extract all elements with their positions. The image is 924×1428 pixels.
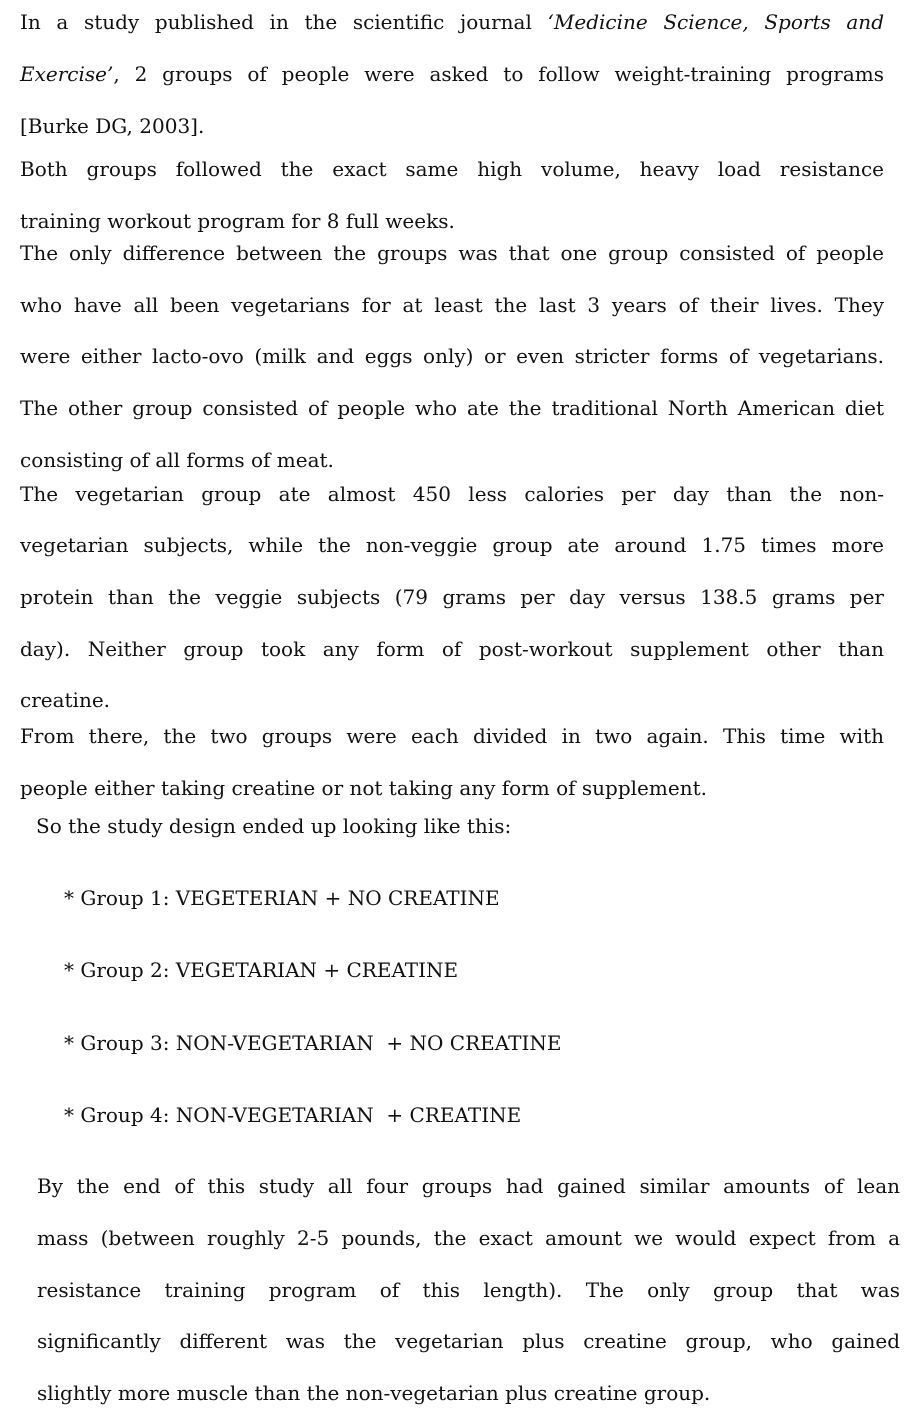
journal-title-end: Exercise’ <box>20 62 114 86</box>
text: , 2 groups of people were asked to follow weight-training programs <box>113 62 884 86</box>
paragraph-3-line-2: who have all been vegetarians for at least the last 3 years of their lives. They <box>20 293 884 317</box>
paragraph-3-line-1: The only difference between the groups was that one group consisted of people <box>20 241 884 265</box>
paragraph-5-line-1: From there, the two groups were each divided in two again. This time with <box>20 724 884 748</box>
paragraph-1-line-2 <box>20 62 884 86</box>
group-2-item: * Group 2: VEGETARIAN + CREATINE <box>64 958 459 982</box>
paragraph-4-line-4: day). Neither group took any form of post-workout supplement other than <box>20 637 884 661</box>
paragraph-2-line-1: Both groups followed the exact same high volume, heavy load resistance <box>20 157 884 181</box>
paragraph-1-line-1 <box>20 10 884 34</box>
text: In a study published in the scientific journal <box>20 10 548 34</box>
paragraph-3-line-3: were either lacto-ovo (milk and eggs only) or even stricter forms of vegetarians. <box>20 344 884 368</box>
paragraph-2-line-2: training workout program for 8 full weeks. <box>20 209 455 233</box>
paragraph-7-line-2: mass (between roughly 2-5 pounds, the exact amount we would expect from a <box>37 1226 900 1250</box>
paragraph-5-line-2: people either taking creatine or not taking any form of supplement. <box>20 776 707 800</box>
group-4-item: * Group 4: NON-VEGETARIAN + CREATINE <box>64 1103 522 1127</box>
paragraph-7-line-3: resistance training program of this length). The only group that was <box>37 1278 900 1302</box>
journal-title: ‘Medicine Science, Sports and <box>547 10 884 34</box>
paragraph-4-line-3: protein than the veggie subjects (79 grams per day versus 138.5 grams per <box>20 585 884 609</box>
paragraph-7-line-4: significantly different was the vegetarian plus creatine group, who gained <box>37 1329 900 1353</box>
paragraph-4-line-5: creatine. <box>20 688 111 712</box>
paragraph-4-line-2: vegetarian subjects, while the non-veggie group ate around 1.75 times more <box>20 533 884 557</box>
group-3-item: * Group 3: NON-VEGETARIAN + NO CREATINE <box>64 1031 562 1055</box>
study-design-intro: So the study design ended up looking like this: <box>36 814 512 838</box>
paragraph-7-line-1: By the end of this study all four groups had gained similar amounts of lean <box>37 1174 900 1198</box>
paragraph-4-line-1: The vegetarian group ate almost 450 less calories per day than the non- <box>20 482 884 506</box>
paragraph-7-line-5: slightly more muscle than the non-vegetarian plus creatine group. <box>37 1381 711 1405</box>
group-1-item: * Group 1: VEGETERIAN + NO CREATINE <box>64 886 500 910</box>
paragraph-3-line-4: The other group consisted of people who ate the traditional North American diet <box>20 396 884 420</box>
paragraph-3-line-5: consisting of all forms of meat. <box>20 448 334 472</box>
citation: [Burke DG, 2003]. <box>20 114 205 138</box>
